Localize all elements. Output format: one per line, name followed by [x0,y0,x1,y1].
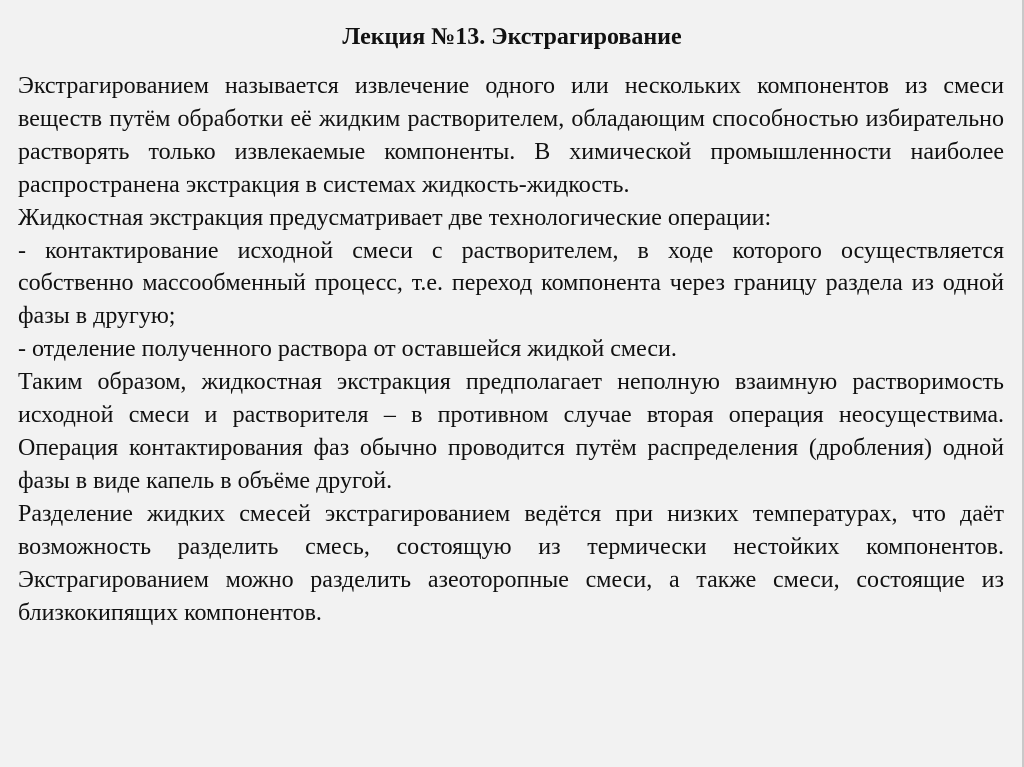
paragraph-operations-intro: Жидкостная экстракция предусматривает две технологические операции: [18,204,772,231]
paragraph-operation-separation: - отделение полученного раствора от оставшейся жидкой смеси. [18,336,677,363]
slide-title: Лекция №13. Экстрагирование [342,24,682,50]
slide-body [18,70,1004,629]
paragraph-conclusion: Таким образом, жидкостная экстракция предполагает неполную взаимную растворимость исходной смеси и растворителя – в противном случае вторая операция неосуществима. Операция контактирования фаз обычно проводится путём распределения (дробления) одной фазы в виде капель в объёме другой. [18,369,1004,494]
paragraph-definition: Экстрагированием называется извлечение одного или нескольких компонентов из смеси веществ путём обработки её жидким растворителем, обладающим способностью избирательно растворять только извлекаемые компоненты. В химической промышленности наиболее распространена экстракция в системах жидкость-жидкость. [18,73,1004,198]
paragraph-operation-contact: - контактирование исходной смеси с растворителем, в ходе которого осуществляется собственно массообменный процесс, т.е. переход компонента через границу раздела из одной фазы в другую; [18,237,1004,330]
paragraph-separation-conditions: Разделение жидких смесей экстрагированием ведётся при низких температурах, что даёт возможность разделить смесь, состоящую из термически нестойких компонентов. Экстрагированием можно разделить азеоторопные смеси, а также смеси, состоящие из близкокипящих компонентов. [18,500,1004,626]
